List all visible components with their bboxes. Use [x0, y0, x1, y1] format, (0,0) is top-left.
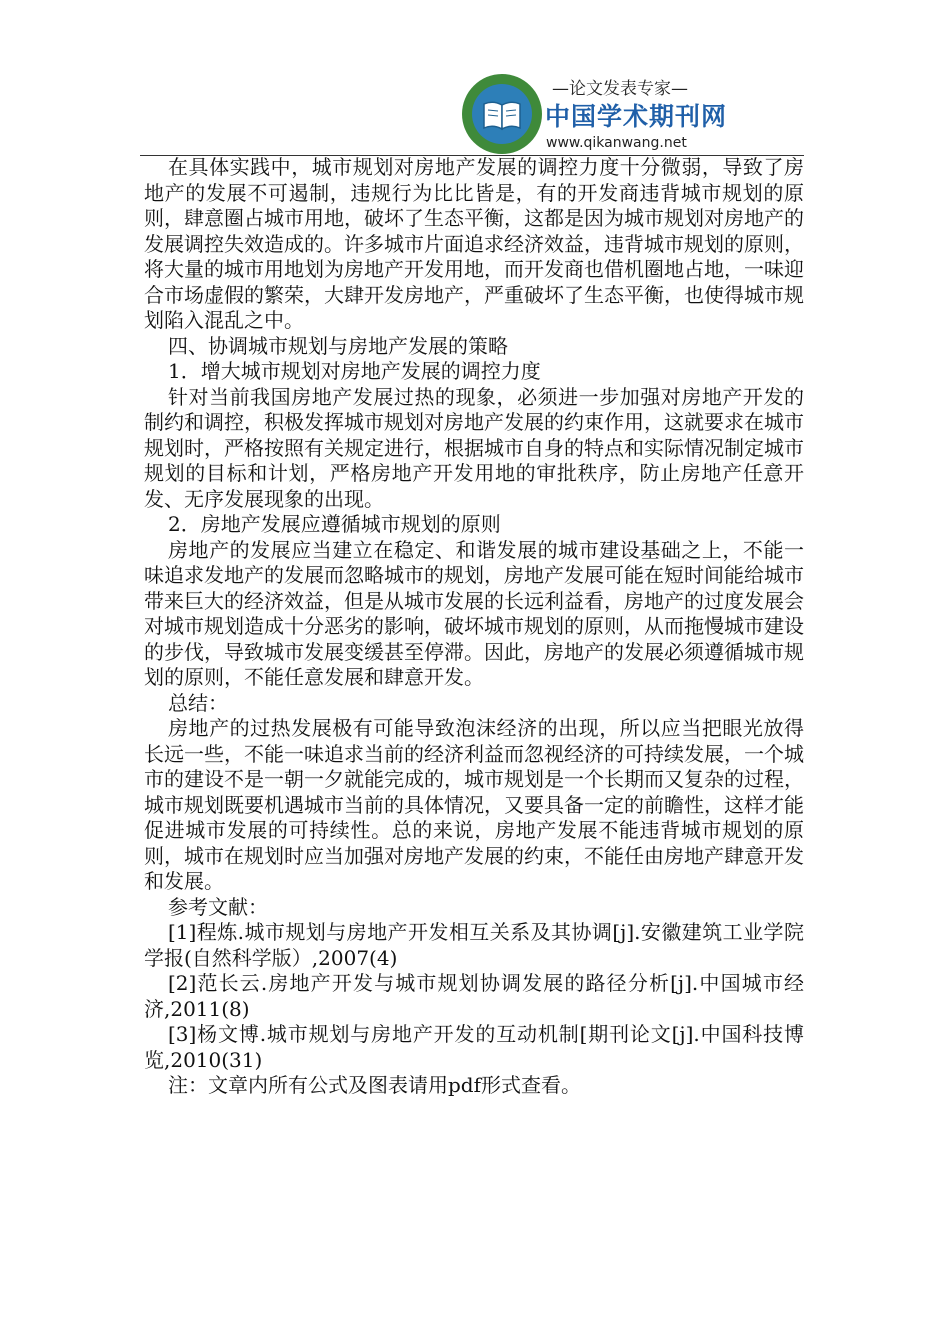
logo-slogan: —论文发表专家— — [552, 79, 688, 99]
summary-heading: 总结： — [168, 690, 228, 715]
reference-item: [3]杨文博.城市规划与房地产开发的互动机制[期刊论文[j].中国科技博览,2010(31) — [144, 1022, 804, 1072]
paragraph-principles: 房地产的发展应当建立在稳定、和谐发展的城市建设基础之上，不能一味追求发地产的发展而忽略城市的规划，房地产发展可能在短时间能给城市带来巨大的经济效益，但是从城市发展的长远利益看，房地产的过度发展会对城市规划造成十分恶劣的影响，破坏城市规划的原则，从而拖慢城市建设的步伐，导致城市发展变缓甚至停滞。因此，房地产的发展必须遵循城市规划的原则，不能任意发展和肆意开发。 — [144, 537, 804, 689]
paragraph-summary: 房地产的过热发展极有可能导致泡沫经济的出现，所以应当把眼光放得长远一些，不能一味追求当前的经济利益而忽视经济的可持续发展，一个城市的建设不是一朝一夕就能完成的，城市规划是一个长期而又复杂的过程，城市规划既要机遇城市当前的具体情况，又要具备一定的前瞻性，这样才能促进城市发展的可持续性。总的来说，房地产发展不能违背城市规划的原则，城市在规划时应当加强对房地产发展的约束，不能任由房地产肆意开发和发展。 — [144, 716, 804, 893]
footnote: 注：文章内所有公式及图表请用pdf形式查看。 — [168, 1073, 582, 1097]
article-body — [144, 155, 804, 1099]
book-icon — [462, 74, 542, 154]
reference-item: [2]范长云.房地产开发与城市规划协调发展的路径分析[j].中国城市经济,2011(8) — [144, 971, 804, 1021]
section-heading: 四、协调城市规划与房地产发展的策略 — [168, 333, 508, 358]
paragraph-regulation: 针对当前我国房地产发展过热的现象，必须进一步加强对房地产开发的制约和调控，积极发挥城市规划对房地产发展的约束作用，这就要求在城市规划时，严格按照有关规定进行，根据城市自身的特点和实际情况制定城市规划的目标和计划，严格房地产开发用地的审批秩序，防止房地产任意开发、无序发展现象的出现。 — [144, 384, 804, 511]
references-heading: 参考文献： — [168, 894, 268, 919]
paragraph-intro: 在具体实践中，城市规划对房地产发展的调控力度十分微弱，导致了房地产的发展不可遏制，违规行为比比皆是，有的开发商违背城市规划的原则，肆意圈占城市用地，破坏了生态平衡，这都是因为城市规划对房地产的发展调控失效造成的。许多城市片面追求经济效益，违背城市规划的原则，将大量的城市用地划为房地产开发用地，而开发商也借机圈地占地，一味迎合市场虚假的繁荣，大肆开发房地产，严重破坏了生态平衡，也使得城市规划陷入混乱之中。 — [144, 155, 804, 332]
page-header — [0, 0, 950, 160]
logo-url: www.qikanwang.net — [546, 135, 687, 151]
reference-item: [1]程炼.城市规划与房地产开发相互关系及其协调[j].安徽建筑工业学院学报(自然科学版）,2007(4) — [144, 920, 804, 970]
subsection-heading-1: 1．增大城市规划对房地产发展的调控力度 — [168, 359, 541, 383]
subsection-heading-2: 2．房地产发展应遵循城市规划的原则 — [168, 512, 501, 536]
logo-site-name: 中国学术期刊网 — [545, 102, 728, 131]
logo-emblem — [462, 74, 542, 154]
